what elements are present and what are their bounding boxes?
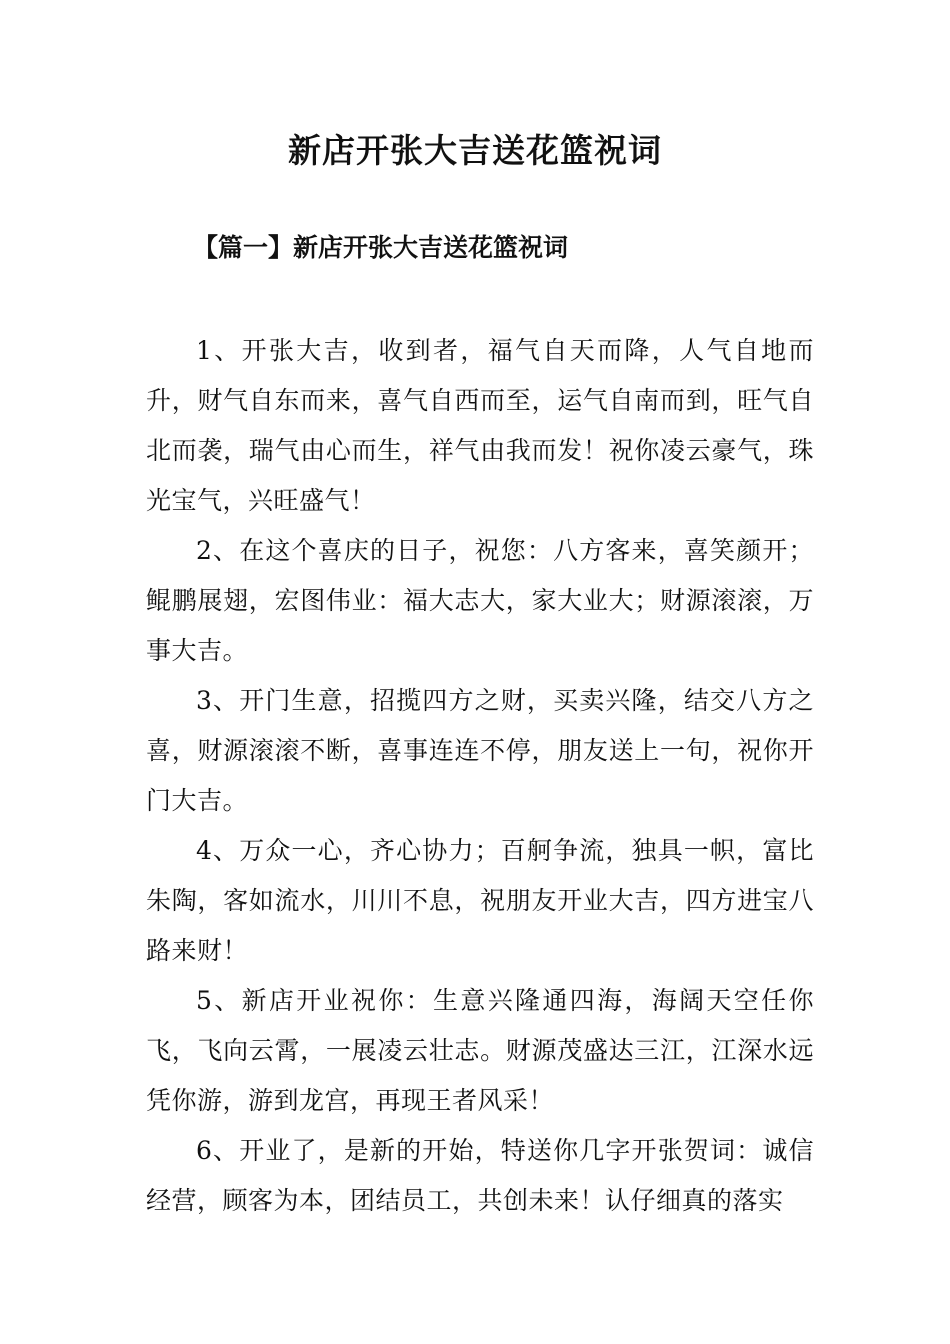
paragraph-6: 6、开业了，是新的开始，特送你几字开张贺词：诚信经营，顾客为本，团结员工，共创未来！认仔细真的落实 (146, 1136, 814, 1215)
paragraph-5: 5、新店开业祝你：生意兴隆通四海，海阔天空任你飞，飞向云霄，一展凌云壮志。财源茂盛达三江，江深水远凭你游，游到龙宫，再现王者风采！ (146, 986, 814, 1115)
document-body (146, 326, 814, 1226)
paragraph-1: 1、开张大吉，收到者，福气自天而降，人气自地而升，财气自东而来，喜气自西而至，运气自南而到，旺气自北而袭，瑞气由心而生，祥气由我而发！祝你凌云豪气，珠光宝气，兴旺盛气！ (146, 336, 814, 515)
paragraph-2: 2、在这个喜庆的日子，祝您：八方客来，喜笑颜开；鲲鹏展翅，宏图伟业：福大志大，家大业大；财源滚滚，万事大吉。 (146, 536, 814, 665)
document-title: 新店开张大吉送花篮祝词 (288, 131, 662, 170)
paragraph-4: 4、万众一心，齐心协力；百舸争流，独具一帜，富比朱陶，客如流水，川川不息，祝朋友开业大吉，四方进宝八路来财！ (146, 836, 814, 965)
section-heading: 【篇一】新店开张大吉送花篮祝词 (193, 233, 569, 262)
paragraph-3: 3、开门生意，招揽四方之财，买卖兴隆，结交八方之喜，财源滚滚不断，喜事连连不停，朋友送上一句，祝你开门大吉。 (146, 686, 814, 815)
